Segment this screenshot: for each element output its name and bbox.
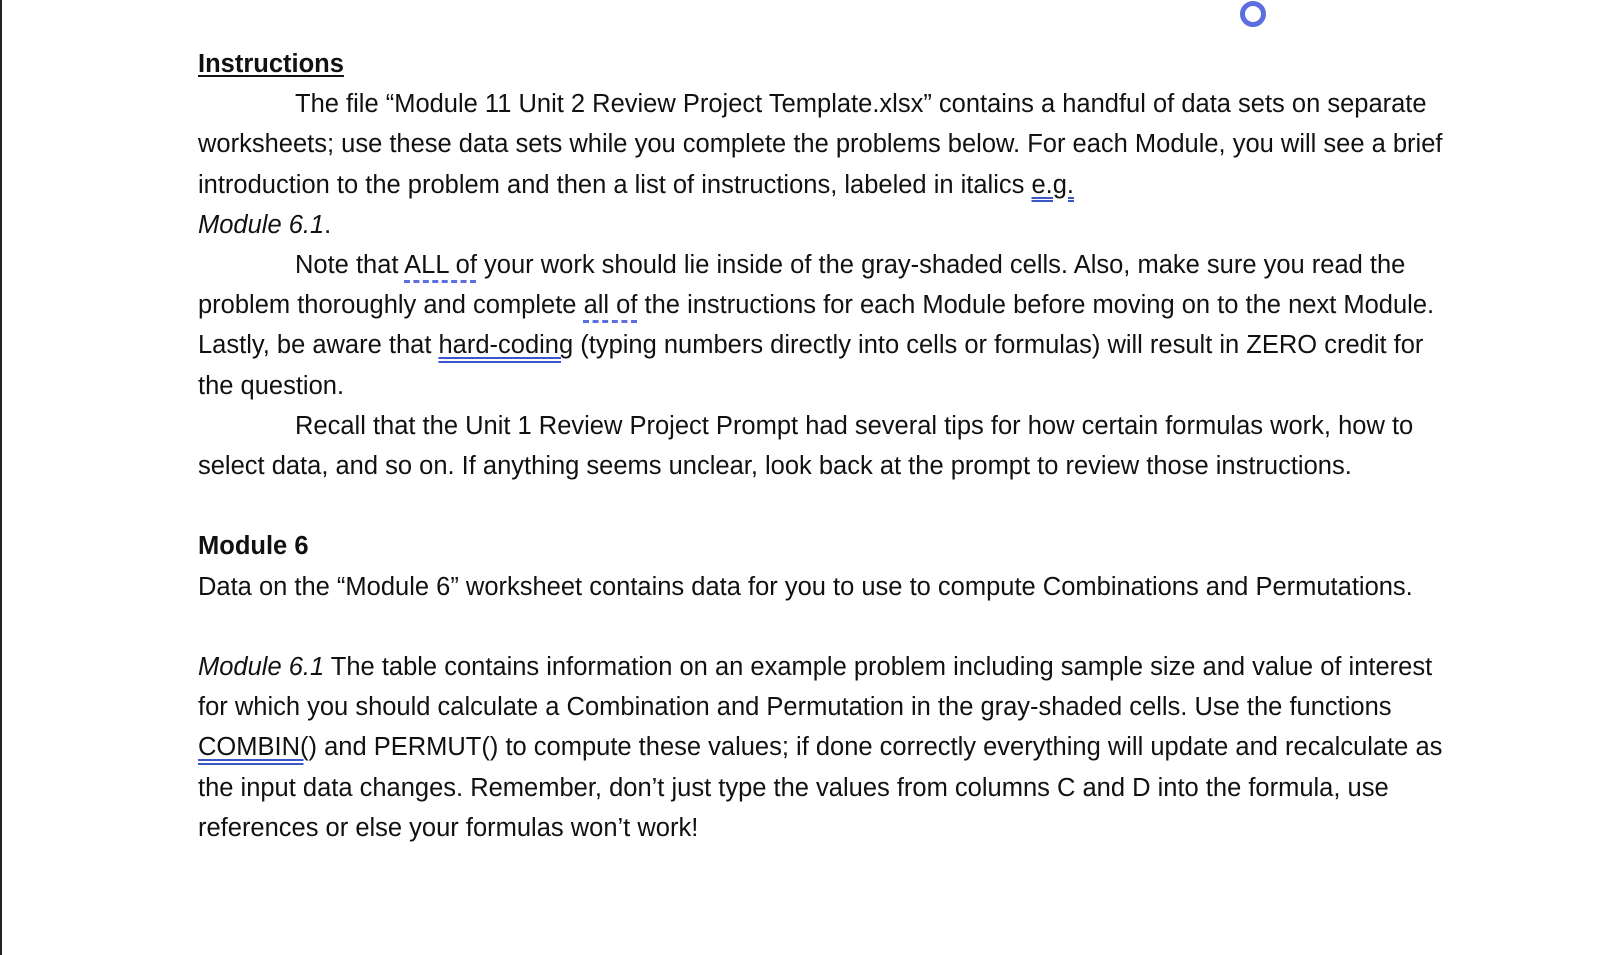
- instructions-heading-text: Instructions: [198, 50, 344, 78]
- p2-text-d: (typing numbers directly into cells or formulas) will result in ZERO credit for the question.: [198, 331, 1424, 400]
- paragraph-module-6-1: [198, 647, 1448, 848]
- paragraph-note: [198, 245, 1448, 406]
- paragraph-module-6-intro: [198, 567, 1448, 607]
- eg-abbreviation: e.g.: [1031, 170, 1075, 199]
- hard-coding-term: hard-coding: [438, 331, 574, 360]
- module-6-heading-text: Module 6: [198, 532, 309, 561]
- p4-text: Data on the “Module 6” worksheet contains data for you to use to compute Combinations and Permutations.: [198, 572, 1413, 601]
- module-6-1-label: Module 6.1: [198, 653, 325, 682]
- document-body[interactable]: [198, 44, 1448, 848]
- p5-text-b: ) and PERMUT() to compute these values; if done correctly everything will update and recalculate as the input data changes. Remember, don’t just type the values from columns C and D into the formula, use references or else your formulas won’t work!: [198, 733, 1443, 842]
- p3-text: Recall that the Unit 1 Review Project Prompt had several tips for how certain formulas work, how to select data, and so on. If anything seems unclear, look back at the prompt to review those instructions.: [198, 411, 1414, 481]
- blank-line: [198, 486, 1448, 526]
- combin-function: COMBIN(: [198, 733, 309, 762]
- p2-text-c: the instructions for each Module before moving on to the next Module. Lastly, be aware that: [198, 291, 1435, 360]
- instructions-heading: [198, 44, 1448, 84]
- p1-end: .: [324, 210, 332, 239]
- p1-text: The file “Module 11 Unit 2 Review Project Template.xlsx” contains a handful of data sets on separate worksheets; use these data sets while you complete the problems below. For each Module, you will see a brief introduction to the problem and then a list of instructions, labeled in italics: [198, 90, 1443, 199]
- module-6-heading: [198, 526, 1448, 566]
- p5-text-a: The table contains information on an example problem including sample size and value of interest for which you should calculate a Combination and Permutation in the gray-shaded cells. Use the functions: [198, 653, 1433, 722]
- all-of-lower-flag: all of: [583, 291, 638, 320]
- all-of-caps-flag: ALL of: [404, 251, 477, 280]
- paragraph-file-intro: [198, 84, 1448, 245]
- cursor-ring-icon: [1240, 1, 1266, 27]
- p2-text-b: your work should lie inside of the gray-shaded cells. Also, make sure you read the problem thoroughly and complete: [198, 251, 1406, 320]
- p2-text-a: Note that: [295, 251, 405, 280]
- module-6-1-reference: Module 6.1: [198, 210, 325, 239]
- paragraph-recall: [198, 406, 1448, 486]
- blank-line: [198, 607, 1448, 647]
